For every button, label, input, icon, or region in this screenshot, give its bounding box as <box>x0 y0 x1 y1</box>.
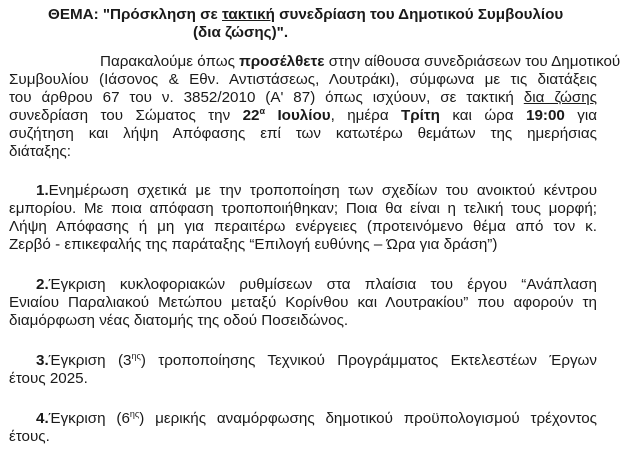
agenda-item-number: 3. <box>36 352 49 369</box>
agenda-item-1-line-3: Λήψη Απόφασης ή μη για περαιτέρω ενέργειες (προτεινόμενο θέμα από τον κ. <box>9 218 597 235</box>
intro-line-1: Παρακαλούμε όπως προσέλθετε στην αίθουσα συνεδριάσεων του Δημοτικού <box>100 53 621 70</box>
agenda-item-number: 4. <box>36 410 49 427</box>
agenda-item-4-line-1: 4.Έγκριση $(6^{\eta\varsigma})$ μερικής αναμόρφωσης δημοτικού προϋπολογισμού τρέχοντος <box>36 409 598 427</box>
subject-label: ΘΕΜΑ: <box>48 6 99 23</box>
intro-line-6: διάταξης: <box>9 143 71 160</box>
subject-line <box>48 6 593 24</box>
subject-rest: συνεδρίαση του Δημοτικού Συμβουλίου <box>274 6 564 23</box>
intro-line-2: Συμβουλίου (Ιάσονος & Εθν. Αντιστάσεως, Λουτράκι), σύμφωνα με τις διατάξεις <box>9 71 597 88</box>
agenda-item-2-line-1: 2.Έγκριση κυκλοφοριακών ρυθμίσεων στα πλαίσια του έργου “Ανάπλαση <box>36 276 597 293</box>
agenda-item-2-line-3: διαμόρφωση νέας διατομής της οδού Ποσειδώνος. <box>9 312 349 329</box>
agenda-item-1-line-1: 1.Ενημέρωση σχετικά με την τροποποίηση των σχεδίων του ανοικτού κέντρου <box>36 182 597 199</box>
agenda-item-2-line-2: Ενιαίου Παραλιακού Μετώπου μεταξύ Κορίνθου και Λουτρακίου” που αφορούν τη <box>9 294 597 311</box>
meeting-day: $22^\alpha$ Ιουλίου <box>242 106 331 124</box>
subject-mode: (δια ζώσης)". <box>193 24 289 41</box>
agenda-item-3-line-2: έτους 2025. <box>9 370 88 387</box>
intro-line-3: του άρθρου 67 του ν. 3852/2010 (Α' 87) όπως ισχύουν, σε τακτική δια ζώσης <box>9 89 597 106</box>
intro-line-4: συνεδρίαση του Σώματος την $22^\alpha$ Ιουλίου, ημέρα Τρίτη και ώρα 19:00 για <box>9 106 598 124</box>
intro-mode: δια ζώσης <box>523 89 597 106</box>
agenda-item-1-line-4: Ζερβό - επικεφαλής της παράταξης “Επιλογή ευθύνης – Ώρα για δράση”) <box>9 236 498 253</box>
subject-quote-open: "Πρόσκληση σε <box>102 6 222 23</box>
agenda-item-3-line-1: 3.Έγκριση $(3^{\eta\varsigma})$ τροποποίησης Τεχνικού Προγράμματος Εκτελεστέων Έργων <box>36 351 598 369</box>
intro-verb: προσέλθετε <box>239 53 325 70</box>
intro-line-5: συζήτηση και λήψη Απόφασης επί των κατωτέρω θεμάτων της ημερήσιας <box>9 125 597 142</box>
agenda-item-number: 1. <box>36 182 49 199</box>
meeting-time: 19:00 <box>526 107 565 124</box>
agenda-item-4-line-2: έτους. <box>9 428 50 445</box>
subject-kind: τακτική <box>222 6 275 23</box>
agenda-item-number: 2. <box>36 276 49 293</box>
agenda-item-1-line-2: εμπορίου. Με ποια απόφαση τροποποιήθηκαν; Ποια θα είναι η τελική τους μορφή; <box>9 200 597 217</box>
meeting-weekday: Τρίτη <box>401 107 440 124</box>
